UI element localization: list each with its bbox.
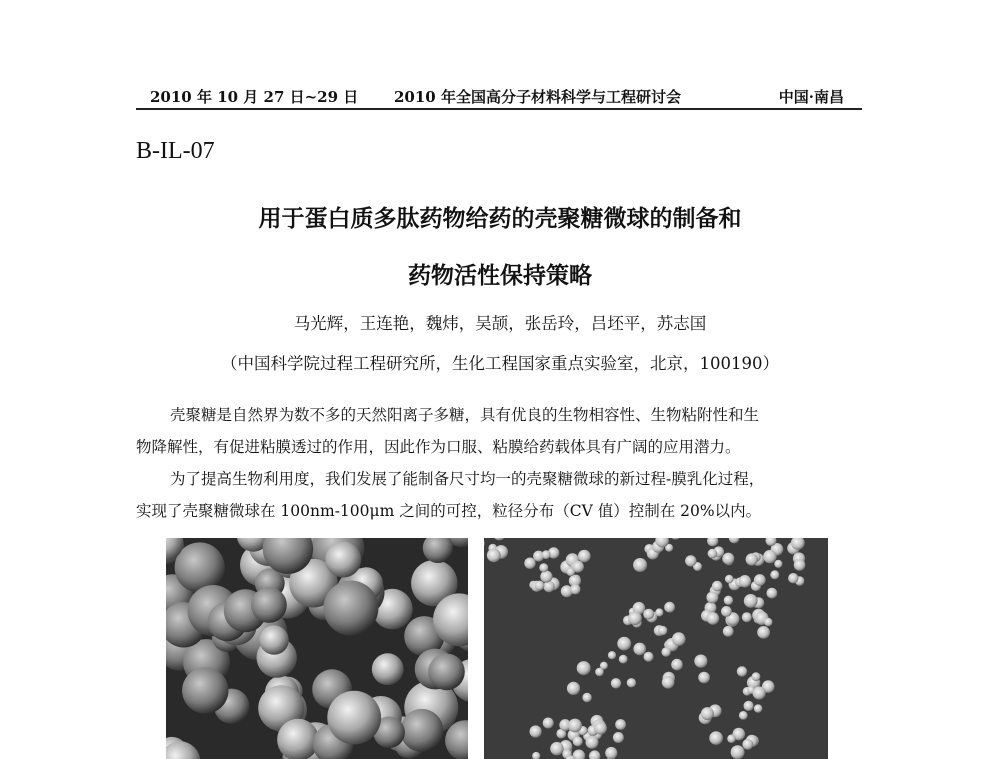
microparticle xyxy=(600,662,608,670)
microsphere xyxy=(400,709,443,752)
microparticle xyxy=(723,626,734,637)
affiliation: （中国科学院过程工程研究所，生化工程国家重点实验室，北京，100190） xyxy=(221,354,779,373)
microparticle xyxy=(707,538,718,546)
microparticle xyxy=(627,678,636,687)
microsphere xyxy=(175,542,225,592)
microparticle xyxy=(535,581,545,591)
microsphere xyxy=(251,587,287,623)
microparticle xyxy=(582,693,591,702)
body-line-3: 为了提高生物利用度，我们发展了能制备尺寸均一的壳聚糖微球的新过程-膜乳化过程， xyxy=(170,470,765,488)
sem-micrograph-large-spheres xyxy=(166,538,468,759)
microparticle xyxy=(706,591,718,603)
microparticle xyxy=(712,581,723,592)
authors: 马光辉，王连艳，魏炜，吴颉，张岳玲，吕坯平，苏志国 xyxy=(293,314,707,333)
microparticle xyxy=(619,655,628,664)
microparticle xyxy=(577,661,591,675)
microparticle xyxy=(753,686,766,699)
microsphere xyxy=(372,653,404,685)
microparticle xyxy=(568,719,582,733)
microparticle xyxy=(617,637,631,651)
microparticle xyxy=(671,659,683,671)
microsphere xyxy=(323,581,378,636)
microparticle xyxy=(742,739,753,750)
microparticle xyxy=(613,732,624,743)
microsphere xyxy=(182,667,228,713)
microparticle xyxy=(752,672,761,681)
microparticle xyxy=(737,666,747,676)
microparticle xyxy=(764,618,772,626)
microparticle xyxy=(709,731,723,745)
microparticle xyxy=(754,574,766,586)
microparticle xyxy=(586,736,599,749)
microparticle xyxy=(524,558,535,569)
microparticle xyxy=(543,718,554,729)
microparticle xyxy=(570,584,580,594)
title-line-2: 药物活性保持策略 xyxy=(408,263,592,289)
microparticle xyxy=(542,550,551,559)
microsphere xyxy=(259,625,288,654)
sem-micrograph-small-clusters xyxy=(484,538,828,759)
microparticle xyxy=(573,736,583,746)
microparticle xyxy=(539,563,548,572)
microparticle xyxy=(754,704,763,713)
microparticle xyxy=(530,725,542,737)
microparticle xyxy=(484,538,485,550)
microparticle xyxy=(672,632,686,646)
microsphere xyxy=(325,542,361,578)
microparticle xyxy=(770,570,779,579)
microsphere xyxy=(277,719,319,759)
microparticle xyxy=(540,571,552,583)
microparticle xyxy=(611,678,621,688)
microsphere xyxy=(166,741,200,759)
microparticle xyxy=(767,588,778,599)
microparticle xyxy=(532,752,540,759)
microparticle xyxy=(698,672,710,684)
microparticle xyxy=(572,561,584,573)
microparticle xyxy=(608,651,616,659)
microparticle xyxy=(724,596,733,605)
microparticle xyxy=(615,719,626,730)
body-line-2: 物降解性，有促进粘膜透过的作用，因此作为口服、粘膜给药载体具有广阔的应用潜力。 xyxy=(136,438,741,456)
title-line-1: 用于蛋白质多肽药物给药的壳聚糖微球的制备和 xyxy=(258,206,742,232)
microparticle xyxy=(685,555,696,566)
microparticle xyxy=(774,560,782,568)
microparticle xyxy=(633,558,647,572)
microparticle xyxy=(746,553,758,565)
header-conference: 2010 年全国高分子材料科学与工程研讨会 xyxy=(394,88,681,106)
body-line-4: 实现了壳聚糖微球在 100nm-100μm 之间的可控，粒径分布（CV 值）控制在 20%以内。 xyxy=(136,502,762,520)
microparticle xyxy=(662,676,675,689)
microparticle xyxy=(708,549,718,559)
microparticle xyxy=(658,626,667,635)
microparticle xyxy=(567,682,580,695)
microparticle xyxy=(701,707,714,720)
microparticle xyxy=(664,602,675,613)
microparticle xyxy=(655,608,663,616)
microparticle xyxy=(661,647,670,656)
microparticle xyxy=(633,643,646,656)
microparticle xyxy=(644,652,654,662)
microparticle xyxy=(628,611,642,625)
paper-code: B-IL-07 xyxy=(136,138,215,164)
microparticle xyxy=(670,538,682,540)
microparticle xyxy=(722,553,734,565)
microparticle xyxy=(594,722,607,735)
microparticle xyxy=(721,606,732,617)
microparticle xyxy=(725,575,734,584)
microparticle xyxy=(744,594,758,608)
microparticle xyxy=(550,742,563,755)
microparticle xyxy=(739,711,748,720)
running-header xyxy=(136,84,862,110)
microsphere xyxy=(327,691,381,745)
microparticle xyxy=(788,573,798,583)
microparticle xyxy=(493,538,506,540)
microparticle xyxy=(487,548,501,562)
microparticle xyxy=(578,550,591,563)
microsphere xyxy=(428,654,465,691)
microparticle xyxy=(643,609,654,620)
header-date: 2010 年 10 月 27 日~29 日 xyxy=(150,88,359,106)
microparticle xyxy=(589,750,600,759)
microsphere xyxy=(423,538,453,563)
microparticle xyxy=(757,626,770,639)
microparticle xyxy=(744,701,754,711)
microparticle xyxy=(707,612,720,625)
microparticle xyxy=(742,612,752,622)
microparticle xyxy=(605,747,617,759)
microparticle xyxy=(727,734,736,743)
header-location: 中国·南昌 xyxy=(778,88,844,106)
microparticle xyxy=(731,745,745,759)
microparticle xyxy=(794,559,806,571)
microparticle xyxy=(763,550,776,563)
body-line-1: 壳聚糖是自然界为数不多的天然阳离子多糖，具有优良的生物相容性、生物粘附性和生 xyxy=(170,406,760,424)
microparticle xyxy=(739,575,751,587)
microparticle xyxy=(694,655,707,668)
microparticle xyxy=(729,538,740,543)
